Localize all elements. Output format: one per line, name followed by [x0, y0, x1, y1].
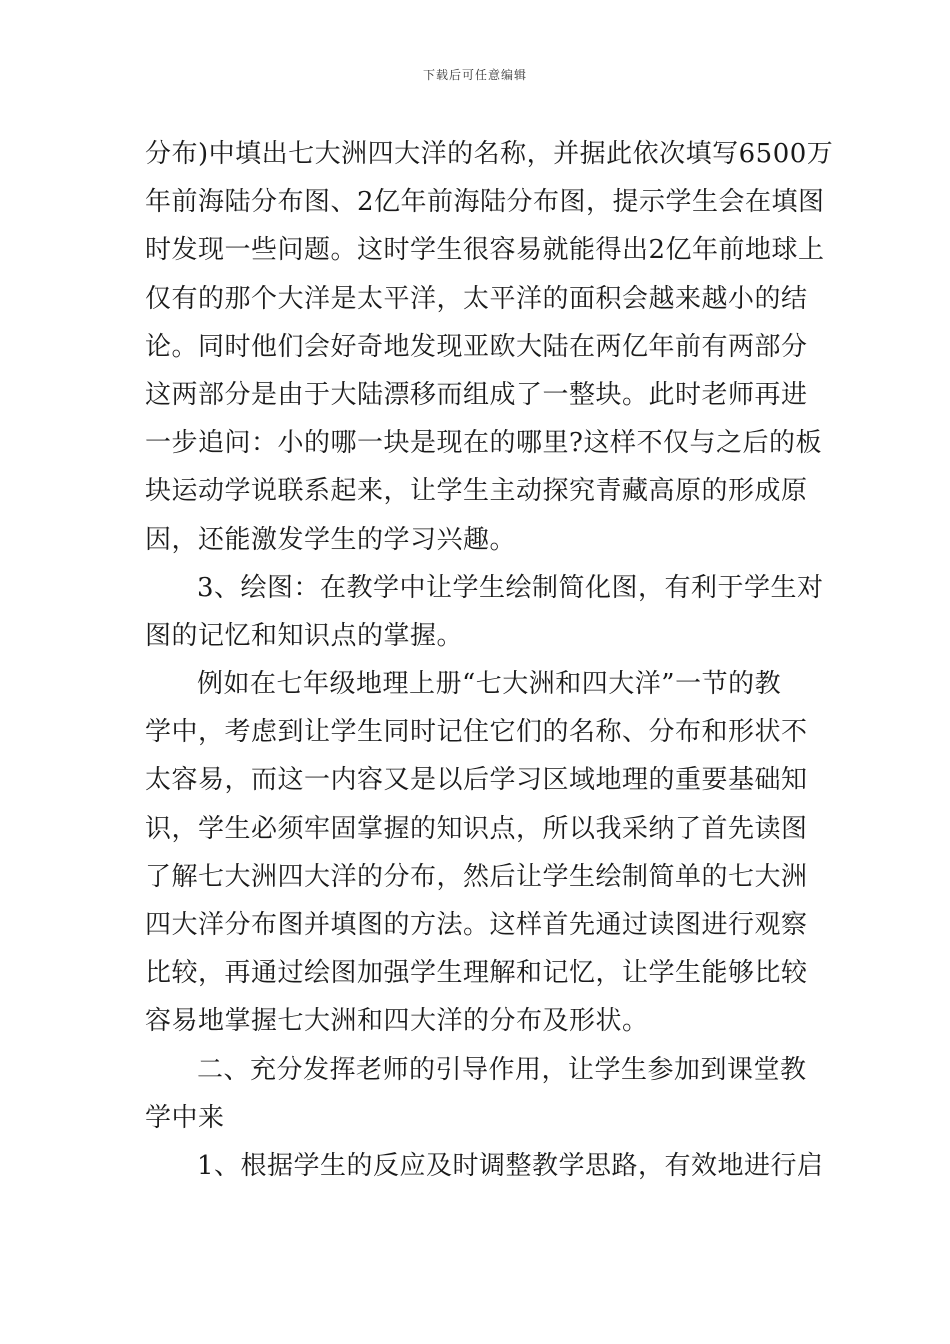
text-line: 分布)中填出七大洲四大洋的名称，并据此依次填写6500万 — [145, 139, 834, 169]
text-line: 这两部分是由于大陆漂移而组成了一整块。此时老师再进 — [145, 379, 808, 410]
paragraph — [145, 564, 824, 660]
text-line: 太容易，而这一内容又是以后学习区域地理的重要基础知 — [145, 765, 808, 796]
paragraph — [145, 1142, 824, 1190]
text-line: 识，学生必须牢固掌握的知识点，所以我采纳了首先读图 — [145, 813, 808, 844]
text-line: 四大洋分布图并填图的方法。这样首先通过读图进行观察 — [145, 910, 808, 940]
text-line: 例如在七年级地理上册“七大洲和四大洋”一节的教 — [197, 669, 782, 700]
text-line: 块运动学说联系起来，让学生主动探究青藏高原的形成原 — [145, 476, 808, 507]
text-line: 容易地掌握七大洲和四大洋的分布及形状。 — [145, 1006, 649, 1037]
text-line: 因，还能激发学生的学习兴趣。 — [145, 524, 517, 555]
text-line: 时发现一些问题。这时学生很容易就能得出2亿年前地球上 — [145, 235, 825, 266]
text-line: 比较，再通过绘图加强学生理解和记忆，让学生能够比较 — [145, 958, 808, 989]
text-line: 3、绘图：在教学中让学生绘制简化图，有利于学生对 — [197, 572, 824, 603]
document-body — [145, 130, 834, 1190]
paragraph — [145, 130, 834, 564]
text-line: 了解七大洲四大洋的分布，然后让学生绘制简单的七大洲 — [145, 861, 808, 892]
text-line: 年前海陆分布图、2亿年前海陆分布图，提示学生会在填图 — [145, 187, 825, 218]
text-line: 学中，考虑到让学生同时记住它们的名称、分布和形状不 — [145, 717, 808, 748]
page-header: 下载后可任意编辑 — [422, 68, 527, 82]
text-line: 仅有的那个大洋是太平洋，太平洋的面积会越来越小的结 — [145, 283, 808, 314]
section-heading — [145, 1046, 810, 1142]
text-line: 图的记忆和知识点的掌握。 — [145, 620, 464, 651]
text-line: 论。同时他们会好奇地发现亚欧大陆在两亿年前有两部分 — [145, 331, 808, 362]
text-line: 1、根据学生的反应及时调整教学思路，有效地进行启 — [197, 1150, 824, 1181]
text-line: 学中来 — [145, 1102, 225, 1133]
paragraph — [145, 660, 810, 1046]
text-line: 二、充分发挥老师的引导作用，让学生参加到课堂教 — [197, 1054, 807, 1085]
text-line: 一步追问：小的哪一块是现在的哪里?这样不仅与之后的板 — [145, 428, 822, 459]
